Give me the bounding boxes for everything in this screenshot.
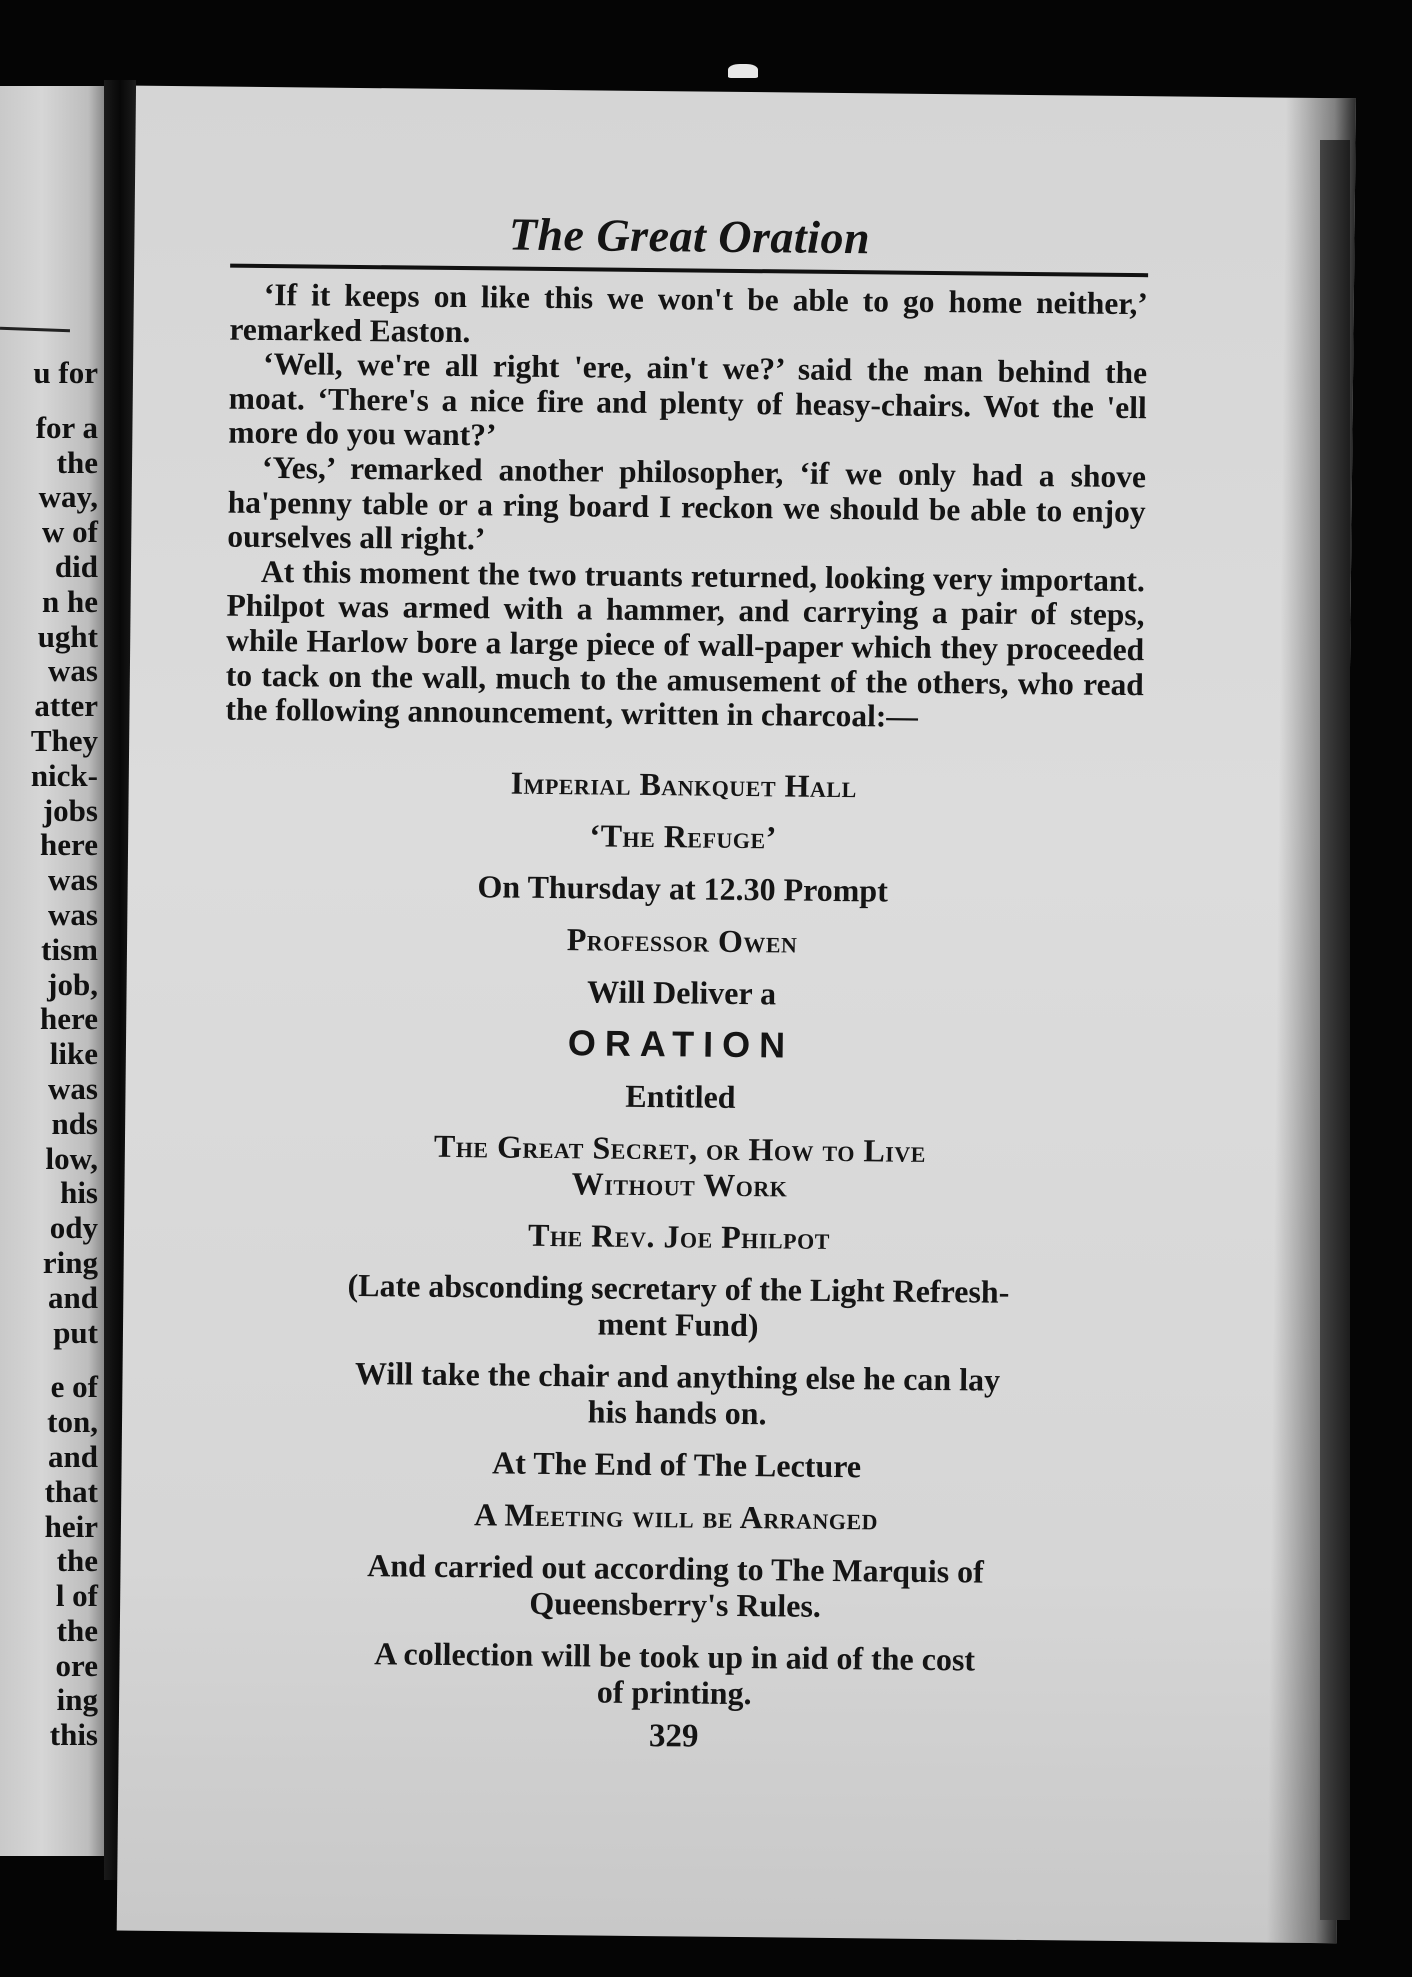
notice-chair-note-line2: ment Fund) (597, 1305, 759, 1343)
left-line: and (48, 1279, 98, 1315)
book-page (117, 86, 1356, 1944)
left-line: put (53, 1314, 98, 1350)
paragraph: ‘Well, we're all right 'ere, ain't we?’ said the man behind the moat. ‘There's a nice fire and plenty of heasy-chairs. Wot the 'ell more do you want?’ (228, 346, 1148, 453)
notice-hall: Imperial Bankquet Hall (510, 764, 857, 804)
left-line: here (40, 827, 98, 863)
notice-chair-note-line1: (Late absconding secretary of the Light Refresh- (347, 1266, 1010, 1310)
left-line: was (48, 862, 98, 898)
left-line: that (44, 1473, 98, 1509)
left-line: u for (33, 355, 98, 390)
notice-title-line2: Without Work (571, 1164, 788, 1204)
running-head: The Great Oration (508, 208, 871, 264)
notice-chair-take-line2: his hands on. (587, 1393, 767, 1432)
notice-refuge: ‘The Refuge’ (589, 817, 778, 856)
previous-page-text (0, 356, 98, 1753)
left-line: for a (35, 409, 98, 445)
announcement (215, 761, 1143, 1715)
left-line: ught (37, 618, 98, 654)
left-line: ing (56, 1682, 98, 1718)
paragraph: At this moment the two truants returned, looking very important. Philpot was armed with a hammer, and carrying a pair of steps, while Harlow bore a large piece of wall-paper which they proceeded to tack on the wall, much to the amusement of the others, who read the following announcement, written in charcoal:— (225, 553, 1146, 734)
left-line: way, (38, 479, 98, 515)
left-line: l of (55, 1578, 98, 1614)
notice-when: On Thursday at 12.30 Prompt (477, 867, 889, 909)
left-line: was (48, 653, 98, 689)
paragraph: ‘If it keeps on like this we won't be able to go home neither,’ remarked Easton. (229, 276, 1148, 349)
previous-page-rule (0, 327, 70, 332)
left-line: ore (55, 1647, 98, 1683)
notice-deliver: Will Deliver a (586, 973, 777, 1012)
left-line: atter (34, 688, 98, 724)
notice-meeting: A Meeting will be Arranged (473, 1495, 879, 1537)
left-line: e of (50, 1369, 98, 1405)
left-line: w of (42, 514, 98, 550)
notice-entitled: Entitled (625, 1077, 736, 1115)
notice-chair: The Rev. Joe Philpot (527, 1216, 831, 1256)
left-line: the (56, 1612, 98, 1648)
left-line: nick- (30, 757, 98, 793)
notice-end: At The End of The Lecture (491, 1444, 862, 1484)
left-line: the (56, 444, 98, 480)
notice-rules-line2: Queensberry's Rules. (529, 1584, 822, 1624)
left-line: tism (41, 931, 98, 967)
left-line: low, (45, 1140, 98, 1176)
page-tab-mark (728, 64, 758, 78)
left-line: his (60, 1175, 98, 1211)
left-line: job, (47, 966, 98, 1002)
left-line: They (30, 722, 98, 758)
paragraph: ‘Yes,’ remarked another philosopher, ‘if we only had a shove ha'penny table or a ring board I reckon we should be able to enjoy ourselves all right.’ (227, 449, 1147, 557)
left-line: heir (44, 1508, 98, 1544)
left-line: like (49, 1036, 98, 1072)
left-line: ring (42, 1244, 98, 1280)
notice-rules-line1: And carried out according to The Marquis of (367, 1546, 985, 1590)
notice-speaker: Professor Owen (566, 920, 798, 960)
left-line: was (48, 896, 98, 932)
left-line: the (56, 1543, 98, 1579)
left-line: ody (49, 1210, 98, 1246)
left-line: here (40, 1001, 98, 1037)
left-line: ton, (47, 1404, 98, 1440)
page-number: 329 (648, 1717, 699, 1755)
page-content (215, 205, 1149, 1760)
left-line: this (49, 1717, 98, 1753)
notice-collection-line1: A collection will be took up in aid of the cost (373, 1634, 976, 1678)
notice-collection-line2: of printing. (596, 1673, 752, 1711)
left-line: did (54, 548, 98, 584)
previous-page-fragment (0, 86, 104, 1856)
page-edge-shadow (1320, 140, 1350, 1920)
left-line: and (48, 1438, 98, 1474)
left-line: jobs (42, 792, 98, 828)
left-line: n he (42, 583, 98, 619)
notice-title-line1: The Great Secret, or How to Live (433, 1127, 927, 1169)
left-line: nds (51, 1105, 98, 1141)
notice-oration: ORATION (567, 1021, 795, 1066)
left-line: was (48, 1070, 98, 1106)
notice-chair-take-line1: Will take the chair and anything else he can lay (354, 1354, 1001, 1398)
